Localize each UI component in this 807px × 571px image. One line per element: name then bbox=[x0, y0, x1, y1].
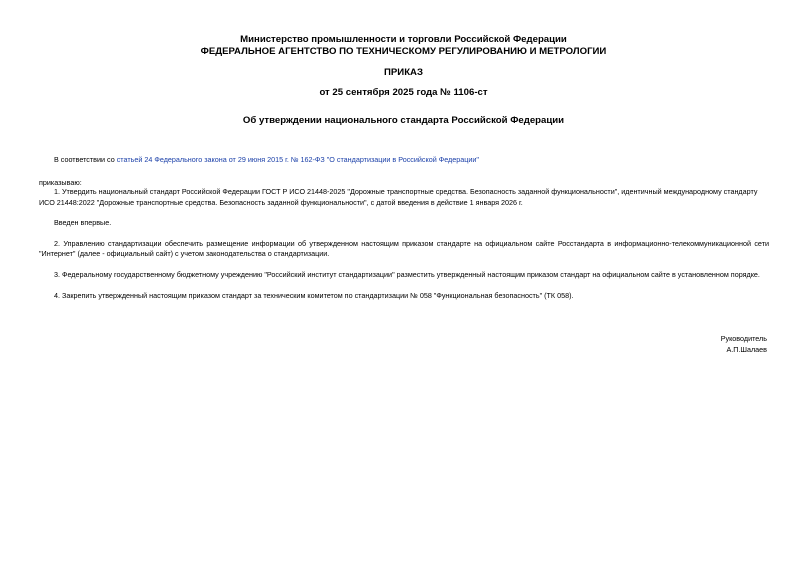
ministry-name: Министерство промышленности и торговли Российской Федерации bbox=[240, 34, 567, 45]
preamble bbox=[39, 155, 784, 166]
item-2-line-1: 2. Управлению стандартизации обеспечить размещение информации об утвержденном настоящим приказом стандарте на официальном сайте Росстандарта в информационно-телекоммуникационной сети bbox=[54, 239, 769, 248]
signature-block bbox=[721, 334, 767, 355]
order-subject: Об утверждении национального стандарта Российской Федерации bbox=[242, 115, 565, 126]
item-2-line-2: "Интернет" (далее - официальный сайт) с учетом законодательства о стандартизации. bbox=[39, 249, 330, 258]
item-3: 3. Федеральному государственному бюджетному учреждению "Российский институт стандартизации" разместить утвержденный настоящим приказом стандарт на официальном сайте в установленном порядке. bbox=[54, 270, 760, 279]
document-type: ПРИКАЗ bbox=[384, 67, 423, 78]
preamble-prefix: В соответствии со bbox=[54, 155, 117, 164]
order-date-number: от 25 сентября 2025 года № 1106-ст bbox=[319, 87, 488, 98]
signatory-name: А.П.Шалаев bbox=[726, 344, 767, 354]
signatory-position: Руководитель bbox=[720, 334, 767, 343]
agency-name: ФЕДЕРАЛЬНОЕ АГЕНТСТВО ПО ТЕХНИЧЕСКОМУ РЕГУЛИРОВАНИЮ И МЕТРОЛОГИИ bbox=[200, 46, 607, 57]
item-1-line-2: ИСО 21448:2022 "Дорожные транспортные средства. Безопасность заданной функциональности", с датой введения в действие 1 января 2026 г. bbox=[39, 198, 523, 207]
order-word: приказываю: bbox=[39, 178, 82, 187]
item-1-line-1: 1. Утвердить национальный стандарт Российской Федерации ГОСТ Р ИСО 21448-2025 "Дорожные транспортные средства. Безопасность заданной функциональности", идентичный международному стандарту bbox=[54, 187, 758, 196]
item-4: 4. Закрепить утвержденный настоящим приказом стандарт за техническим комитетом по стандартизации № 058 "Функциональная безопасность" (ТК 058). bbox=[54, 291, 574, 300]
law-link[interactable]: статьей 24 Федерального закона от 29 июня 2015 г. № 162-ФЗ "О стандартизации в Российской Федерации" bbox=[116, 155, 479, 164]
introduced-note: Введен впервые. bbox=[54, 218, 112, 227]
